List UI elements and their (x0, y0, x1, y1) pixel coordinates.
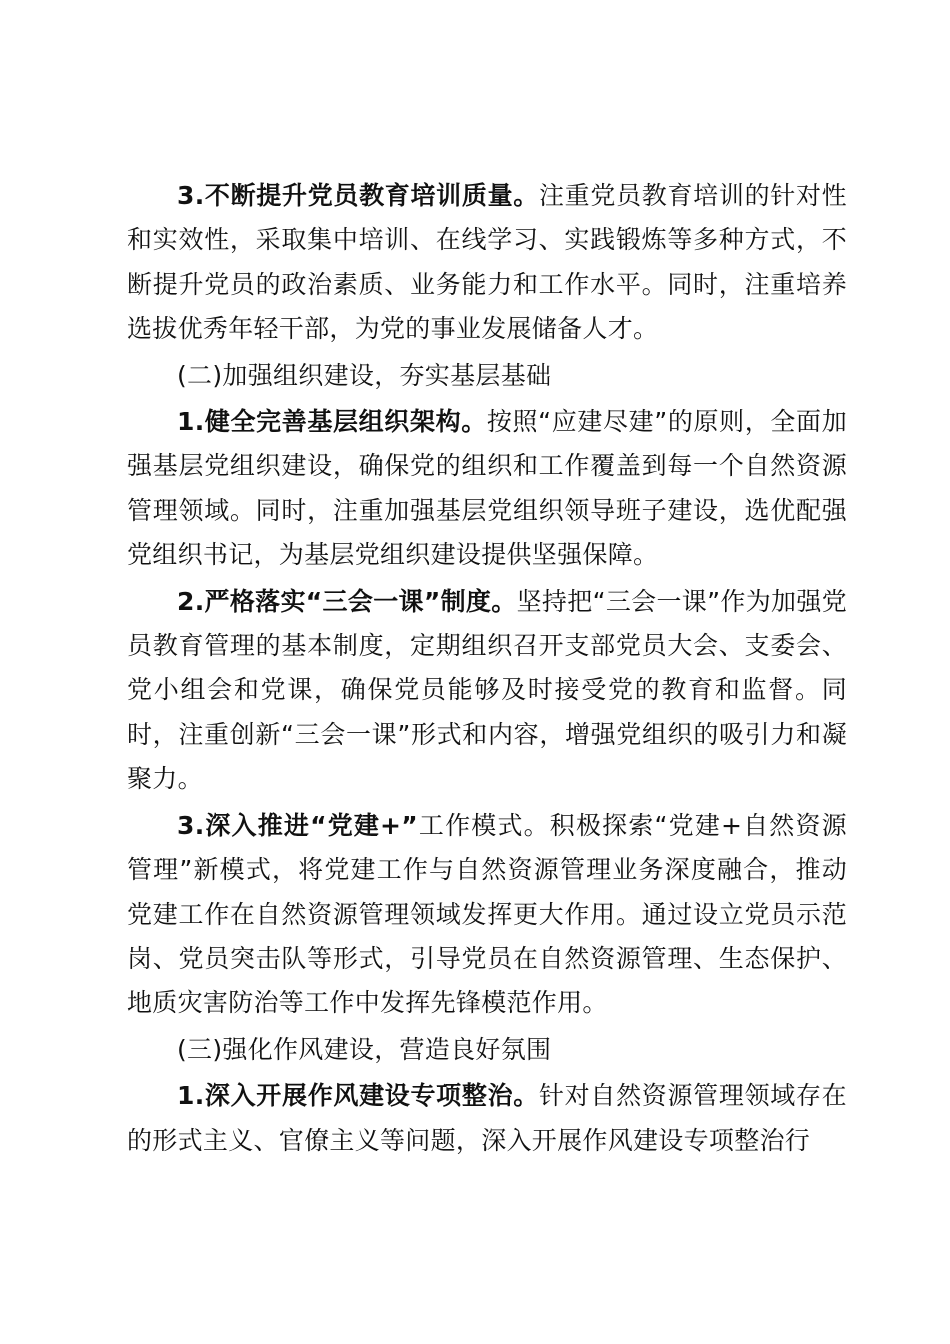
paragraph-lead: 2.严格落实“三会一课”制度。 (177, 586, 517, 616)
paragraph-4 (127, 804, 847, 1026)
paragraph-text: 针对自然资源管理领域存在的形式主义、官僚主义等问题，深入开展作风建设专项整治行 (127, 1081, 847, 1155)
paragraph-text: 坚持把“三会一课”作为加强党员教育管理的基本制度，定期组织召开支部党员大会、支委会、党小组会和党课，确保党员能够及时接受党的教育和监督。同时，注重创新“三会一课”形式和内容，增强党组织的吸引力和凝聚力。 (127, 586, 847, 794)
paragraph-3 (127, 580, 847, 802)
paragraph-5 (127, 1074, 847, 1163)
section-heading-2: (二)加强组织建设，夯实基层基础 (177, 360, 552, 390)
paragraph-lead: 1.深入开展作风建设专项整治。 (177, 1081, 539, 1111)
section-heading-3: (三)强化作风建设，营造良好氛围 (177, 1034, 552, 1064)
paragraph-text: 注重党员教育培训的针对性和实效性，采取集中培训、在线学习、实践锻炼等多种方式，不断提升党员的政治素质、业务能力和工作水平。同时，注重培养选拔优秀年轻干部，为党的事业发展储备人才。 (127, 181, 847, 344)
paragraph-lead: 1.健全完善基层组织架构。 (177, 407, 487, 437)
document-body (127, 174, 847, 1163)
paragraph-text: 工作模式。积极探索“党建+自然资源管理”新模式，将党建工作与自然资源管理业务深度融合，推动党建工作在自然资源管理领域发挥更大作用。通过设立党员示范岗、党员突击队等形式，引导党员在自然资源管理、生态保护、地质灾害防治等工作中发挥先锋模范作用。 (127, 810, 847, 1018)
paragraph-text: 按照“应建尽建”的原则，全面加强基层党组织建设，确保党的组织和工作覆盖到每一个自然资源管理领域。同时，注重加强基层党组织领导班子建设，选优配强党组织书记，为基层党组织建设提供坚强保障。 (127, 407, 848, 570)
paragraph-lead: 3.深入推进“党建+” (177, 810, 419, 840)
paragraph-1 (127, 174, 847, 352)
paragraph-2 (127, 400, 847, 578)
paragraph-lead: 3.不断提升党员教育培训质量。 (177, 181, 539, 210)
